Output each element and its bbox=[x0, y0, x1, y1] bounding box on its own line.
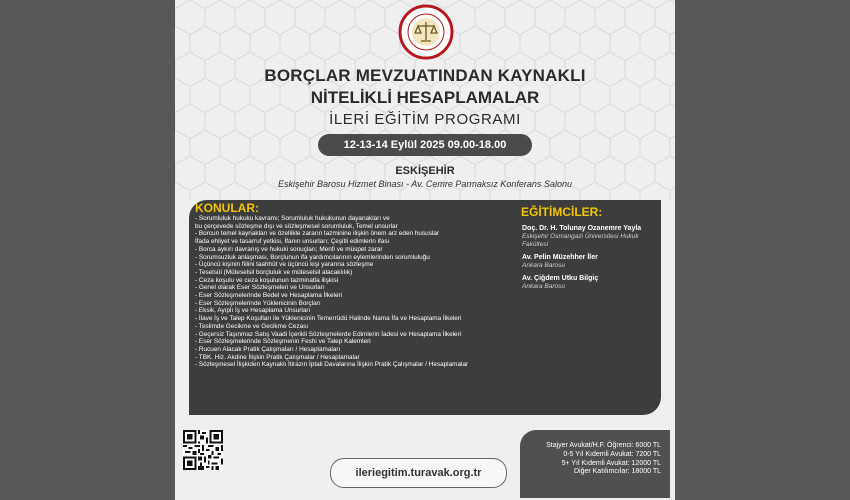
list-item: - İlave İş ve Talep Koşulları ile Yüklenicinin Temerrüdü Halinde Nama İfa ve Hesaplama İlkeleri bbox=[195, 315, 462, 323]
trainer-affiliation: Eskişehir Osmangazi Üniversitesi Hukuk Fakültesi bbox=[522, 233, 639, 248]
list-item: - Ceza koşulu ve ceza koşulunun tazminatla ilişkisi bbox=[195, 276, 339, 284]
topics-list bbox=[195, 215, 507, 369]
list-item: İfada ehliyet ve tasarruf yetkisi, İfanın unsurları; Çeşitli edimlerin ifası bbox=[195, 238, 390, 246]
trainers-heading: EĞİTİMCİLER: bbox=[521, 205, 603, 219]
trainer-affiliation: Ankara Barosu bbox=[522, 262, 565, 269]
list-item: bu çerçevede sözleşme dışı ve sözleşmesel sorumluluk, Temel unsurlar bbox=[195, 222, 398, 230]
list-item: - TBK. Hiz. Akdine İlişkin Pratik Çalışmalar / Hesaplamalar bbox=[195, 353, 360, 361]
price-item: Stajyer Avukat/H.F. Öğrenci: 6000 TL bbox=[546, 442, 661, 449]
price-item: 5+ Yıl Kıdemli Avukat: 12000 TL bbox=[561, 459, 661, 467]
list-item: - Teselsül (Müteselsil borçluluk ve müteselsil alacaklılık) bbox=[195, 268, 353, 276]
trainer-2 bbox=[522, 253, 657, 270]
trainer-name: Av. Pelin Müzehher İler bbox=[522, 254, 598, 261]
website-url-link[interactable]: ileriegitim.turavak.org.tr bbox=[330, 458, 507, 488]
qr-code[interactable] bbox=[183, 430, 223, 470]
title-line-3: İLERİ EĞİTİM PROGRAMI bbox=[329, 111, 521, 128]
trainer-3 bbox=[522, 274, 657, 291]
list-item: - Eser Sözleşmelerinde Yüklenicinin Borçları bbox=[195, 299, 321, 307]
date-time-badge: 12-13-14 Eylül 2025 09.00-18.00 bbox=[318, 134, 532, 156]
trainer-name: Av. Çiğdem Utku Bilgiç bbox=[522, 275, 599, 282]
list-item: - Eser Sözleşmelerinde Bedel ve Hesaplama İlkeleri bbox=[195, 292, 343, 300]
list-item: - Üçüncü kişinin fiilini taahhüt ve üçüncü kişi yararına sözleşme bbox=[195, 261, 374, 269]
event-poster bbox=[175, 0, 675, 500]
list-item: - Teslimde Gecikme ve Gecikme Cezası bbox=[195, 322, 309, 330]
list-item: - Borca aykırı davranış ve hukuki sonuçları; Menfi ve müspet zarar bbox=[195, 245, 383, 253]
list-item: - Sözleşmesel İlişkiden Kaynaklı İtirazın İptali Davalarına İlişkin Pratik Çalışmalar / Hesaplamalar bbox=[195, 361, 469, 369]
list-item: - Eksik, Ayıplı İş ve Hesaplama Unsurları bbox=[195, 307, 311, 315]
price-item: 0-5 Yıl Kıdemli Avukat: 7200 TL bbox=[563, 450, 661, 458]
list-item: - Geçersiz Taşınmaz Satış Vaadi İçerikli Sözleşmelerde Edimlerin İadesi ve Hesaplama İlkeleri bbox=[195, 330, 462, 338]
trainer-1 bbox=[522, 224, 657, 249]
price-list bbox=[546, 442, 661, 477]
event-city: ESKİŞEHİR bbox=[395, 165, 455, 177]
trainer-name: Doç. Dr. H. Tolunay Ozanemre Yayla bbox=[522, 225, 642, 232]
event-venue: Eskişehir Barosu Hizmet Binası - Av. Cemre Parmaksız Konferans Salonu bbox=[278, 179, 572, 189]
title-line-1: BORÇLAR MEVZUATINDAN KAYNAKLI bbox=[264, 66, 586, 85]
list-item: - Genel olarak Eser Sözleşmeleri ve Unsurları bbox=[195, 284, 325, 292]
bar-association-seal-logo bbox=[398, 4, 454, 60]
list-item: - Sorumluluk hukuku kavramı; Sorumluluk hukukunun dayanakları ve bbox=[195, 215, 390, 222]
trainer-affiliation: Ankara Barosu bbox=[522, 283, 565, 290]
list-item: - Rucuen Alacak Pratik Çalışmaları / Hesaplamaları bbox=[195, 345, 341, 353]
list-item: - Borcun temel kaynakları ve özellikle zararın tazminine ilişkin önem arz eden hususlar bbox=[195, 230, 440, 238]
title-line-2: NİTELİKLİ HESAPLAMALAR bbox=[310, 88, 540, 107]
price-item: Diğer Katılımcılar: 18000 TL bbox=[573, 468, 661, 476]
topics-heading: KONULAR: bbox=[195, 201, 259, 215]
list-item: - Eser Sözleşmelerinde Sözleşmenin Feshi ve Talep Kalemleri bbox=[195, 338, 371, 346]
list-item: - Sorumsuzluk anlaşması, Borçlunun ifa yardımcılarının eylemlerinden sorumluluğu bbox=[195, 253, 430, 261]
